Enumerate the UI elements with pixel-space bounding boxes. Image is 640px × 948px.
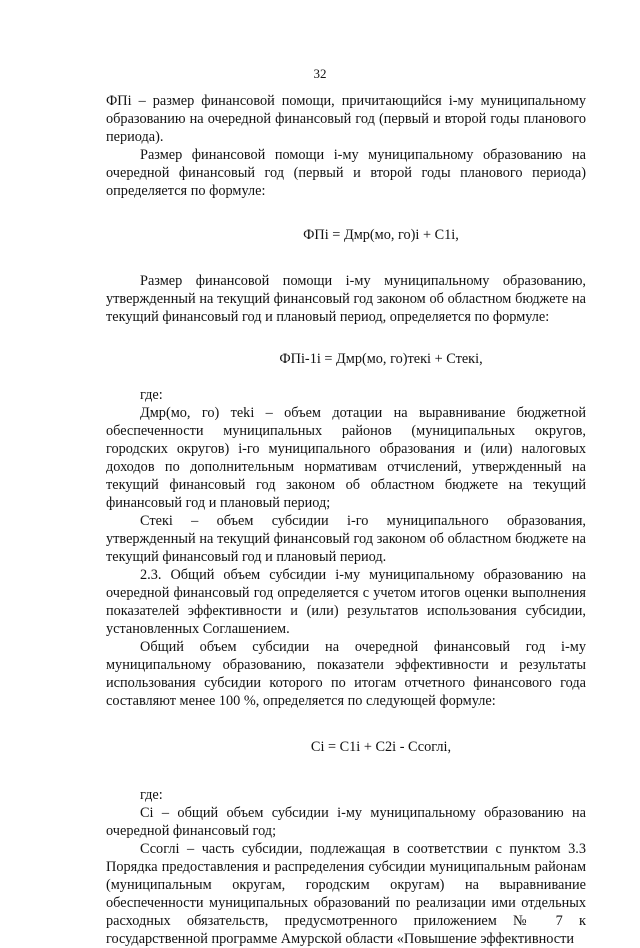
definition-subsidy-current: Стекі – объем субсидии i-го муниципального образования, утвержденный на текущий финансовый год законом об областном бюджете на текущий финансовый год и плановый период. [106,513,586,565]
where-label-2: где: [140,787,163,803]
definition-total-subsidy: Сi – общий объем субсидии i-му муниципальному образованию на очередной финансовый год; [106,805,586,839]
formula-3: Сi = С1i + С2i - Ссоглi, [310,739,452,755]
definition-agreement-subsidy: Ссоглi – часть субсидии, подлежащая в соответствии с пунктом 3.3 Порядка предоставления и распределения субсидии муниципальным районам (муниципальным округам, городским округам) на выравнивание обеспеченности муниципальных образований по реализации ими отдельных расходных обязательств, предусмотренного приложением № 7 к государственной программе Амурской области «Повышение эффективности [106,841,586,947]
document-body [106,92,586,948]
page-number: 32 [313,66,327,81]
where-label-1: где: [140,387,163,403]
paragraph-fp-definition: ФПi – размер финансовой помощи, причитающийся i-му муниципальному образованию на очередной финансовый год (первый и второй годы планового периода). [106,93,586,145]
formula-2: ФПi-1i = Дмр(мо, го)текі + Стекі, [279,351,483,367]
paragraph-formula-intro-3: Общий объем субсидии на очередной финансовый год i-му муниципальному образованию, показатели эффективности и результаты использования субсидии которого по итогам отчетного финансового года составляют менее 100 %, определяется по следующей формуле: [106,639,586,709]
paragraph-section-2-3: 2.3. Общий объем субсидии i-му муниципальному образованию на очередной финансовый год определяется с учетом итогов оценки выполнения показателей эффективности и (или) результатов использования субсидии, установленных Соглашением. [106,567,586,637]
paragraph-formula-intro-1: Размер финансовой помощи i-му муниципальному образованию на очередной финансовый год (первый и второй годы планового периода) определяется по формуле: [106,147,586,199]
definition-dotation: Дмр(мо, го) теkі – объем дотации на выравнивание бюджетной обеспеченности муниципальных районов (муниципальных округов, городских округов) i-го муниципального образования и (или) налоговых доходов по дополнительным нормативам отчислений, утвержденный на текущий финансовый год законом об областном бюджете на текущий финансовый год и плановый период; [106,405,586,511]
paragraph-formula-intro-2: Размер финансовой помощи i-му муниципальному образованию, утвержденный на текущий финансовый год законом об областном бюджете на текущий финансовый год и плановый период, определяется по формуле: [106,273,586,325]
formula-1: ФПi = Дмр(мо, го)i + С1i, [303,227,459,243]
